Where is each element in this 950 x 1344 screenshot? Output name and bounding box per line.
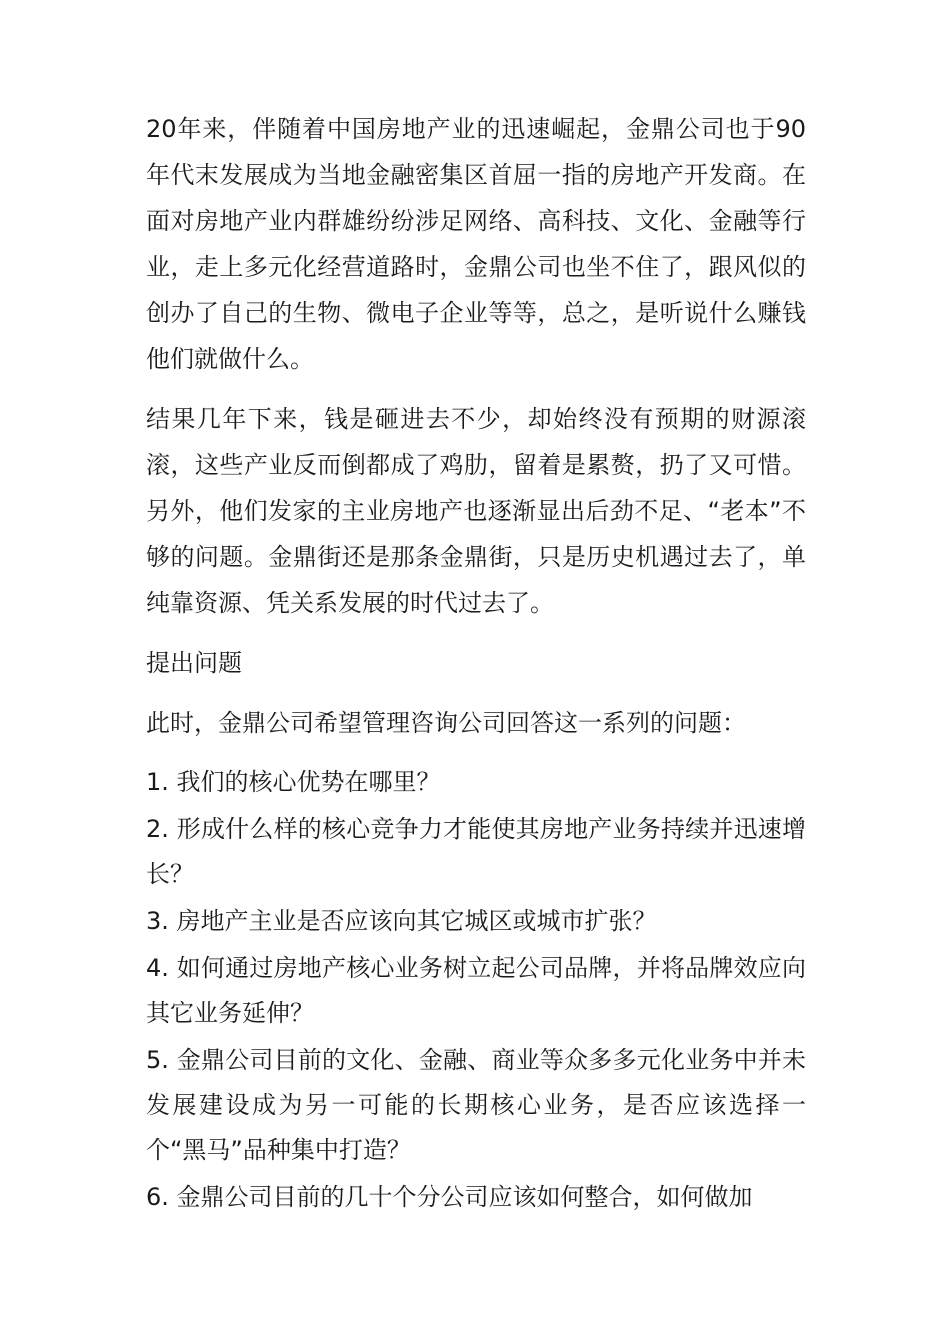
intro-paragraph: 此时，金鼎公司希望管理咨询公司回答这一系列的问题： — [146, 709, 746, 737]
question-item-2: 2. 形成什么样的核心竞争力才能使其房地产业务持续并迅速增长？ — [146, 815, 806, 888]
paragraph-background: 20年来，伴随着中国房地产业的迅速崛起，金鼎公司也于90年代末发展成为当地金融密集区首屈一指的房地产开发商。在面对房地产业内群雄纷纷涉足网络、高科技、文化、金融等行业，走上多元化经营道路时，金鼎公司也坐不住了，跟风似的创办了自己的生物、微电子企业等等，总之，是听说什么赚钱他们就做什么。 — [146, 115, 806, 373]
question-item-1: 1. 我们的核心优势在哪里？ — [146, 768, 441, 796]
document-page — [146, 106, 806, 1222]
question-list — [146, 760, 806, 1220]
question-item-6: 6. 金鼎公司目前的几十个分公司应该如何整合，如何做加 — [146, 1183, 753, 1211]
question-item-4: 4. 如何通过房地产核心业务树立起公司品牌，并将品牌效应向其它业务延伸？ — [146, 954, 806, 1027]
question-item-5: 5. 金鼎公司目前的文化、金融、商业等众多多元化业务中并未发展建设成为另一可能的长期核心业务，是否应该选择一个“黑马”品种集中打造？ — [146, 1046, 806, 1164]
question-item-3: 3. 房地产主业是否应该向其它城区或城市扩张？ — [146, 907, 657, 935]
section-heading: 提出问题 — [146, 649, 242, 677]
paragraph-result: 结果几年下来，钱是砸进去不少，却始终没有预期的财源滚滚，这些产业反而倒都成了鸡肋，留着是累赘，扔了又可惜。另外，他们发家的主业房地产也逐渐显出后劲不足、“老本”不够的问题。金鼎街还是那条金鼎街，只是历史机遇过去了，单纯靠资源、凭关系发展的时代过去了。 — [146, 405, 806, 617]
